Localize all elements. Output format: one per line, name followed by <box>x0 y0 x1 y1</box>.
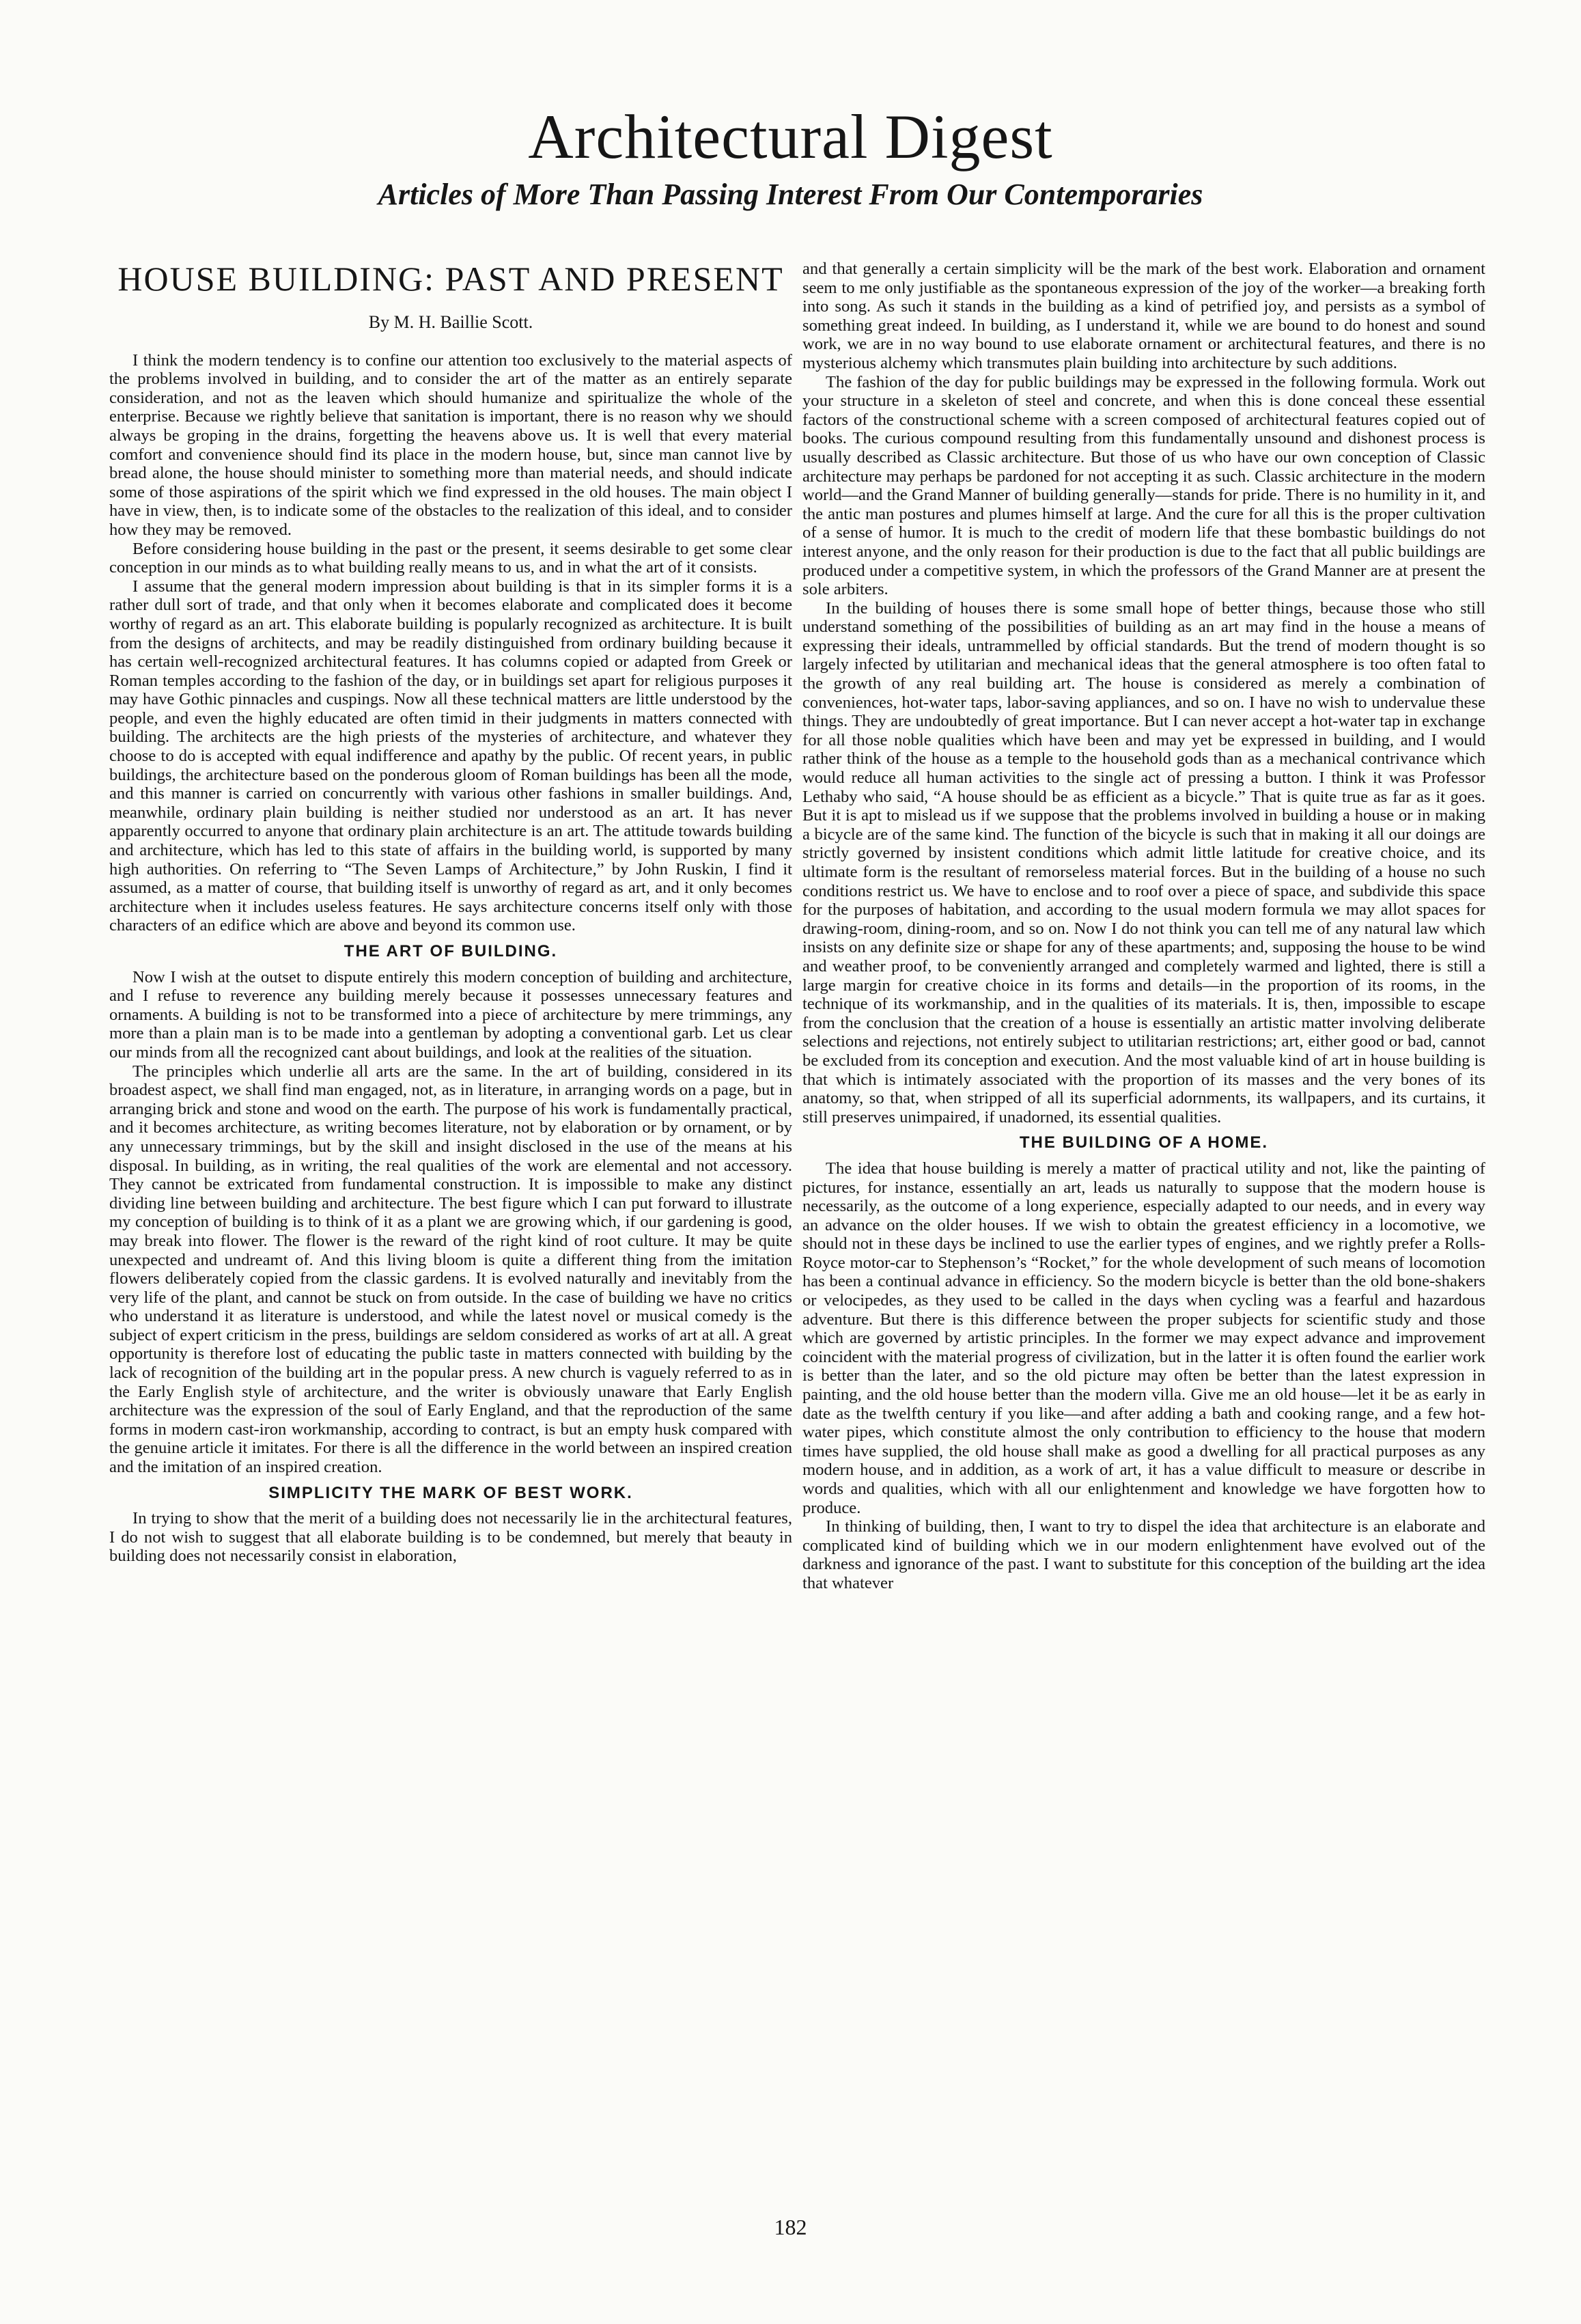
page-number: 182 <box>774 2215 807 2239</box>
paragraph: Before considering house building in the past or the present, it seems desirable to get some clear conception in our minds as to what building really means to us, and in what the art of it consists. <box>109 539 792 577</box>
left-column <box>109 260 792 2172</box>
paragraph: The idea that house building is merely a matter of practical utility and not, like the painting of pictures, for instance, essentially an art, leads us naturally to suppose that the modern house is necessarily, as the outcome of a long experience, especially adapted to our needs, and in every way an advance on the older houses. If we wish to obtain the greatest efficiency in a locomotive, we should not in these days be inclined to use the earlier types of engines, and we rightly prefer a Rolls-Royce motor-car to Stephenson’s “Rocket,” for the whole development of such means of locomotion has been a continual advance in efficiency. So the modern bicycle is better than the old bone-shakers or velocipedes, as they used to be called in the days when cycling was a fearful and hazardous adventure. But there is this difference between the proper subjects for scientific study and those which are governed by artistic principles. In the former we may expect advance and improvement coincident with the material progress of civilization, but in the latter it is often found the earlier work is better than the later, and so the old picture may often be better than the latest expression in painting, and the old house better than the modern villa. Give me an old house—let it be as early in date as the twelfth century if you like—and after adding a bath and cooking range, and a few hot-water pipes, which constitute almost the only contribution to efficiency to the house that modern times have supplied, the old house shall make as good a dwelling for all practical purposes as any modern house, and in addition, as a work of art, it has a value difficult to measure or describe in words and qualities, which with all our enlightenment and knowledge we have forgotten how to produce. <box>802 1159 1485 1517</box>
paragraph: Now I wish at the outset to dispute entirely this modern conception of building and architecture, and I refuse to reverence any building merely because it possesses unnecessary features and ornaments. A building is not to be transformed into a piece of architecture by mere trimmings, any more than a plain man is to be made into a gentleman by adopting a conventional garb. Let us clear our minds from all the recognized cant about buildings, and look at the realities of the situation. <box>109 967 792 1062</box>
paragraph: In thinking of building, then, I want to try to dispel the idea that architecture is an elaborate and complicated kind of building which we in our modern enlightenment have evolved out of the darkness and ignorance of the past. I want to substitute for this conception of the building art the idea that whatever <box>802 1517 1485 1592</box>
magazine-subtitle: Articles of More Than Passing Interest From Our Contemporaries <box>378 178 1203 211</box>
paragraph: I assume that the general modern impression about building is that in its simpler forms it is a rather dull sort of trade, and that only when it becomes elaborate and complicated does it become worthy of regard as an art. This elaborate building is popularly recognized as architecture. It is built from the designs of architects, and may be readily distinguished from ordinary building because it has certain well-recognized architectural features. It has columns copied or adapted from Greek or Roman temples according to the fashion of the day, or in buildings set apart for religious purposes it may have Gothic pinnacles and cuspings. Now all these technical matters are little understood by the people, and even the highly educated are often timid in their judgments in matters connected with building. The architects are the high priests of the mysteries of architecture, and whatever they choose to do is accepted with equal indifference and apathy by the public. Of recent years, in public buildings, the architecture based on the ponderous gloom of Roman buildings has been all the mode, and this manner is carried on concurrently with various other fashions in smaller buildings. And, meanwhile, ordinary plain building is neither studied nor understood as an art. It has never apparently occurred to anyone that ordinary plain architecture is an art. The attitude towards building and architecture, which has led to this state of affairs in the building world, is supported by many high authorities. On referring to “The Seven Lamps of Architecture,” by John Ruskin, I find it assumed, as a matter of course, that building itself is unworthy of regard as art, and it only becomes architecture when it includes useless features. He says architecture concerns itself only with those characters of an edifice which are above and beyond its common use. <box>109 577 792 935</box>
section-heading-art-of-building: THE ART OF BUILDING. <box>344 942 558 960</box>
paragraph: and that generally a certain simplicity will be the mark of the best work. Elaboration and ornament seem to me only justifiable as the spontaneous expression of the joy of the worker—a breaking forth into song. As such it stands in the building as a kind of petrified joy, and persists as a symbol of something great indeed. In building, as I understand it, while we are bound to do honest and sound work, we are in no way bound to use elaborate ornament or architectural features, and there is no mysterious alchemy which transmutes plain building into architecture by such additions. <box>802 260 1485 372</box>
paragraph: In trying to show that the merit of a building does not necessarily lie in the architectural features, I do not wish to suggest that all elaborate building is to be condemned, but merely that beauty in building does not necessarily consist in elaboration, <box>109 1509 792 1566</box>
paragraph: In the building of houses there is some small hope of better things, because those who still understand something of the possibilities of building as an art may find in the house a means of expressing their ideals, untrammelled by official standards. But the trend of modern thought is so largely infected by utilitarian and mechanical ideas that the general atmosphere is too often fatal to the growth of any real building art. The house is considered as merely a combination of conveniences, hot-water taps, labor-saving appliances, and so on. I have no wish to undervalue these things. They are undoubtedly of great importance. But I can never accept a hot-water tap in exchange for all those noble qualities which have been and may yet be expressed in building, and I would rather think of the house as a temple to the household gods than as a mechanical contrivance which would reduce all human activities to the single act of pressing a button. I think it was Professor Lethaby who said, “A house should be as efficient as a bicycle.” That is quite true as far as it goes. But it is apt to mislead us if we suppose that the problems involved in building a house or in making a bicycle are of the same kind. The function of the bicycle is such that in making it all our doings are strictly governed by insistent conditions which admit little latitude for creative choice, and its ultimate form is the resultant of remorseless material forces. But in the building of a house no such conditions restrict us. We have to enclose and to roof over a piece of space, and subdivide this space for the purposes of habitation, and according to the usual modern formula we may allot spaces for drawing-room, dining-room, and so on. Now I do not think you can tell me of any natural law which insists on any definite size or shape for any of these apartments; and, supposing the house to be wind and weather proof, to be conveniently arranged and completely warmed and lighted, there is still a large margin for creative choice in its forms and details—in the proportion of its rooms, in the technique of its workmanship, and in the qualities of its materials. It is, then, impossible to escape from the conclusion that the creation of a house is essentially an artistic matter involving deliberate selections and rejections, not entirely subject to utilitarian restrictions; art, either good or bad, cannot be excluded from its conception and execution. And the most valuable kind of art in house building is that which is intimately associated with the proportion of its masses and the very bones of its anatomy, so that, when stripped of all its superficial adornments, its wallpapers, and its curtains, it still preserves unimpaired, if unadorned, its essential qualities. <box>802 598 1485 1126</box>
right-column <box>802 260 1485 2172</box>
paragraph: The principles which underlie all arts are the same. In the art of building, considered in its broadest aspect, we shall find man engaged, not, as in literature, in arranging words on a page, but in arranging brick and stone and wood on the earth. The purpose of his work is fundamentally practical, and it becomes architecture, as writing becomes literature, not by elaboration or by ornament, or by any unnecessary trimmings, but by the skill and insight disclosed in the use of the means at his disposal. In building, as in writing, the real qualities of the work are elemental and not accessory. They cannot be extricated from fundamental construction. It is impossible to make any distinct dividing line between building and architecture. The best figure which I can put forward to illustrate my conception of building is to think of it as a plant we are growing which, if our gardening is good, may break into flower. The flower is the reward of the right kind of root culture. It may be quite unexpected and undreamt of. And this living bloom is quite a different thing from the imitation flowers deliberately copied from the classic gardens. It is evolved naturally and inevitably from the very life of the plant, and cannot be stuck on from outside. In the case of building we have no critics who understand it as literature is understood, and while the latest novel or musical comedy is the subject of expert criticism in the press, buildings are seldom considered as works of art at all. A great opportunity is therefore lost of educating the public taste in matters connected with building by the lack of recognition of the building art in the popular press. A new church is vaguely referred to as in the Early English style of architecture, and the writer is obviously unaware that Early English architecture was the expression of the soul of Early England, and that the reproduction of the same forms in modern cast-iron workmanship, according to contract, is but an empty husk compared with the genuine article it imitates. For there is all the difference in the world between an inspired creation and the imitation of an inspired creation. <box>109 1062 792 1477</box>
magazine-title: Architectural Digest <box>528 102 1053 171</box>
paragraph: I think the modern tendency is to confine our attention too exclusively to the material aspects of the problems involved in building, and to consider the art of the matter as an entirely separate consideration, and not as the leaven which should humanize and spiritualize the whole of the enterprise. Because we rightly believe that sanitation is important, there is no reason why we should always be groping in the drains, forgetting the heavens above us. It is well that every material comfort and convenience should find its place in the modern house, but, since man cannot live by bread alone, the house should minister to something more than material needs, and should indicate some of those aspirations of the spirit which we find expressed in the old houses. The main object I have in view, then, is to indicate some of the obstacles to the realization of this ideal, and to consider how they may be removed. <box>109 350 792 539</box>
byline: By M. H. Baillie Scott. <box>368 312 533 332</box>
paragraph: The fashion of the day for public buildings may be expressed in the following formula. Work out your structure in a skeleton of steel and concrete, and when this is done conceal these essential factors of the constructional scheme with a screen composed of architectural features copied out of books. The curious compound resulting from this fundamentally unsound and dishonest process is usually described as Classic architecture. But those of us who have our own conception of Classic architecture may perhaps be pardoned for not accepting it as such. Classic architecture in the modern world—and the Grand Manner of building generally—stands for pride. There is no humility in it, and the antic man postures and plumes himself at large. And the cure for all this is the proper cultivation of a sense of humor. It is much to the credit of modern life that these bombastic buildings do not interest anyone, and the only reason for their production is due to the fact that all public buildings are produced under a competitive system, in which the professors of the Grand Manner are at present the sole arbiters. <box>802 372 1485 599</box>
section-heading-simplicity: SIMPLICITY THE MARK OF BEST WORK. <box>268 1483 633 1502</box>
masthead <box>0 102 1581 213</box>
article-title: HOUSE BUILDING: PAST AND PRESENT <box>117 260 784 298</box>
section-heading-building-of-a-home: THE BUILDING OF A HOME. <box>1019 1133 1269 1152</box>
